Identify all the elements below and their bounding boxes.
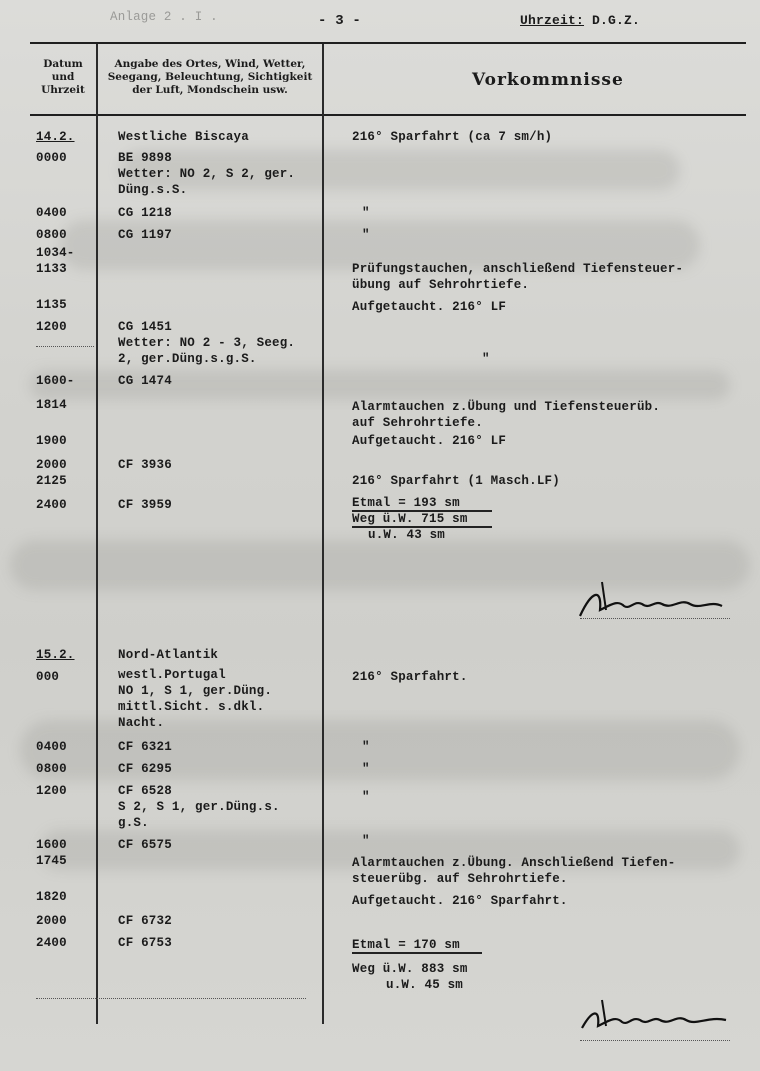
etmal-line: Etmal = 193 sm [352, 496, 460, 510]
row-location: CG 1451 [118, 320, 172, 334]
row-location: CF 6732 [118, 914, 172, 928]
row-time: 1034- [36, 246, 75, 260]
row-time: 2000 [36, 458, 67, 472]
row-time: 15.2. [36, 648, 75, 662]
row-location: BE 9898 [118, 151, 172, 165]
row-time: 1600- [36, 374, 75, 388]
faint-annex-label: Anlage 2 . I . [110, 10, 218, 24]
row-time: 0800 [36, 228, 67, 242]
row-event: " [362, 206, 370, 220]
row-location: CF 3959 [118, 498, 172, 512]
row-event: Prüfungstauchen, anschließend Tiefensteuer- [352, 262, 684, 276]
row-time: 2400 [36, 498, 67, 512]
row-location: CF 6753 [118, 936, 172, 950]
row-location: S 2, S 1, ger.Düng.s. [118, 800, 280, 814]
time-zone-value: D.G.Z. [592, 13, 641, 28]
row-event: Aufgetaucht. 216° LF [352, 434, 507, 448]
bottom-divider [36, 998, 306, 999]
row-event: auf Sehrohrtiefe. [352, 416, 483, 430]
row-time: 1745 [36, 854, 67, 868]
row-time: 1135 [36, 298, 67, 312]
weg-surface-line: Weg ü.W. 883 sm [352, 962, 468, 976]
row-event: " [362, 762, 370, 776]
signature-line [580, 1040, 730, 1041]
table-top-rule [30, 42, 746, 44]
row-event: Alarmtauchen z.Übung und Tiefensteuerüb. [352, 400, 661, 414]
row-location: CG 1197 [118, 228, 172, 242]
row-location: CF 6575 [118, 838, 172, 852]
row-event: übung auf Sehrohrtiefe. [352, 278, 530, 292]
row-time: 2000 [36, 914, 67, 928]
row-event: " [362, 740, 370, 754]
row-location: CG 1218 [118, 206, 172, 220]
row-time: 0800 [36, 762, 67, 776]
row-event: Aufgetaucht. 216° LF [352, 300, 507, 314]
header-bottom-rule [30, 114, 746, 116]
row-location: CF 3936 [118, 458, 172, 472]
row-time: 000 [36, 670, 60, 684]
row-location: NO 1, S 1, ger.Düng. [118, 684, 273, 698]
header-events: Vorkommnisse [472, 70, 624, 90]
row-time: 1900 [36, 434, 67, 448]
row-location: westl.Portugal [118, 668, 226, 682]
etmal-line: Etmal = 170 sm [352, 938, 460, 952]
time-label: Uhrzeit: [520, 13, 585, 28]
row-time: 1600 [36, 838, 67, 852]
row-time: 1814 [36, 398, 67, 412]
row-location: Wetter: NO 2 - 3, Seeg. [118, 336, 296, 350]
row-location: Westliche Biscaya [118, 130, 249, 144]
row-location: g.S. [118, 816, 149, 830]
row-location: CF 6295 [118, 762, 172, 776]
row-event: " [362, 790, 370, 804]
row-location: mittl.Sicht. s.dkl. [118, 700, 265, 714]
row-location: CF 6528 [118, 784, 172, 798]
row-time: 1133 [36, 262, 67, 276]
weg-surface-line: Weg ü.W. 715 sm [352, 512, 468, 526]
header-location-weather: Angabe des Ortes, Wind, Wetter, Seegang, Beleuchtung, Sichtigkeit der Luft, Mondschein usw. [107, 58, 313, 96]
row-time: 14.2. [36, 130, 75, 144]
column-rule-1 [96, 44, 98, 1024]
row-time: 1200 [36, 320, 67, 334]
row-time: 2400 [36, 936, 67, 950]
header-date-time: Datum und Uhrzeit [41, 58, 85, 96]
row-time: 0400 [36, 740, 67, 754]
row-time: 1200 [36, 784, 67, 798]
weg-submerged-line: u.W. 45 sm [386, 978, 464, 992]
row-time: 2125 [36, 474, 67, 488]
row-event: " [482, 352, 490, 366]
etmal-underline [352, 952, 482, 954]
page-number: - 3 - [318, 13, 362, 29]
row-time: 0000 [36, 151, 67, 165]
row-divider [36, 346, 94, 347]
signature-scribble [572, 580, 742, 630]
row-location: CF 6321 [118, 740, 172, 754]
row-event: " [362, 834, 370, 848]
row-event: steuerübg. auf Sehrohrtiefe. [352, 872, 568, 886]
column-rule-2 [322, 44, 324, 1024]
row-event: 216° Sparfahrt (1 Masch.LF) [352, 474, 560, 488]
weg-submerged-line: u.W. 43 sm [368, 528, 446, 542]
row-time: 1820 [36, 890, 67, 904]
row-event: 216° Sparfahrt. [352, 670, 468, 684]
row-location: 2, ger.Düng.s.g.S. [118, 352, 257, 366]
signature-line [580, 618, 730, 619]
row-event: 216° Sparfahrt (ca 7 sm/h) [352, 130, 553, 144]
row-time: 0400 [36, 206, 67, 220]
row-location: CG 1474 [118, 374, 172, 388]
row-location: Wetter: NO 2, S 2, ger. [118, 167, 296, 181]
row-location: Düng.s.S. [118, 183, 188, 197]
row-event: Aufgetaucht. 216° Sparfahrt. [352, 894, 568, 908]
row-event: Alarmtauchen z.Übung. Anschließend Tiefen- [352, 856, 676, 870]
row-location: Nacht. [118, 716, 165, 730]
row-event: " [362, 228, 370, 242]
row-location: Nord-Atlantik [118, 648, 219, 662]
